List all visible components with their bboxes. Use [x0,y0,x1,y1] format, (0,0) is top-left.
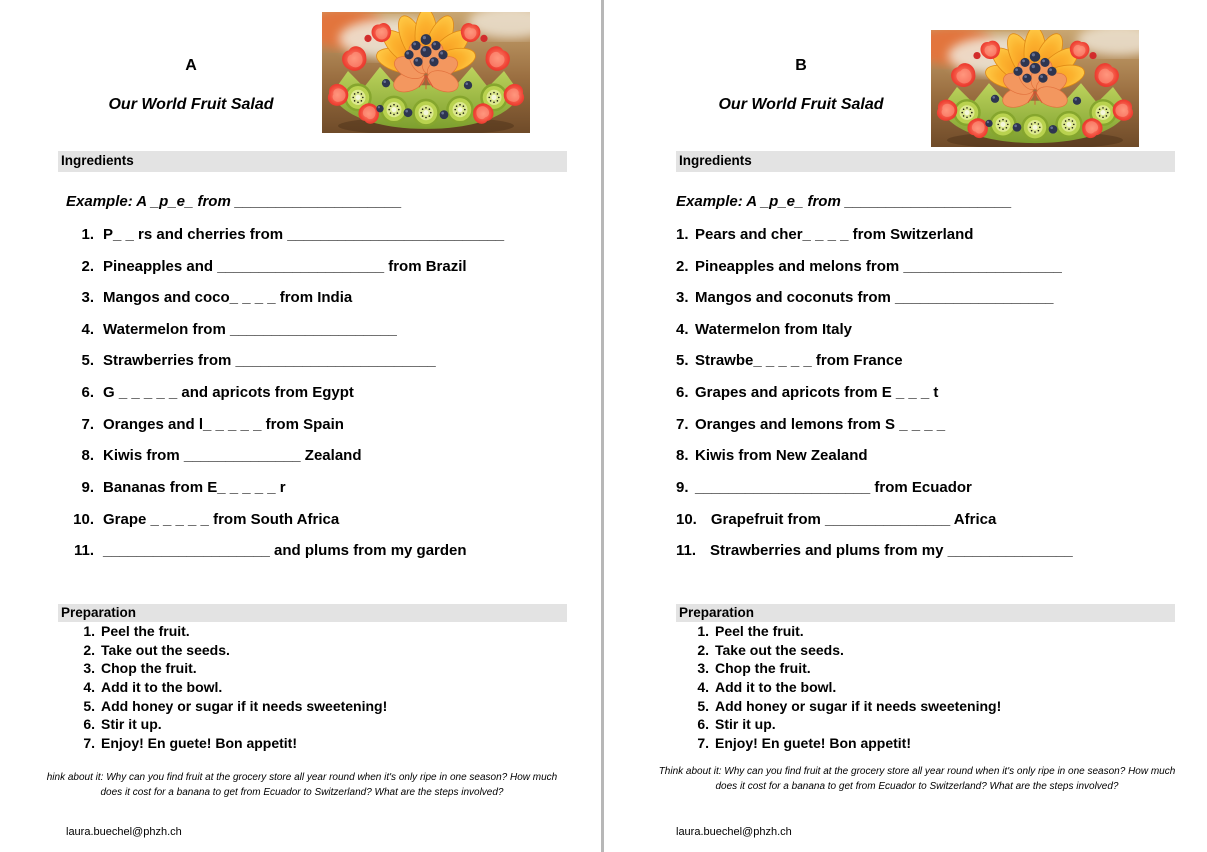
preparation-step [75,698,387,714]
worksheet-page-a [0,0,601,852]
item-number: 1. [81,226,94,243]
item-text: Grapes and apricots from E _ _ _ t [695,384,939,401]
ingredient-item [68,479,286,496]
ingredient-item [676,416,945,433]
page-a-version-label: A [185,57,197,74]
page-b-title: Our World Fruit Salad [718,96,884,113]
item-text: G _ _ _ _ _ and apricots from Egypt [103,384,354,401]
step-number: 6. [697,716,709,732]
ingredient-item [676,226,973,243]
step-number: 1. [697,623,709,639]
preparation-step [75,716,162,732]
ingredient-item [676,542,1073,559]
step-number: 2. [83,642,95,658]
preparation-step [75,660,197,676]
item-number: 11. [73,542,94,559]
item-number: 4. [81,321,94,338]
item-number: 2. [676,258,689,275]
worksheet-page-b [604,0,1207,852]
step-text: Stir it up. [101,716,162,732]
item-text: Oranges and l_ _ _ _ _ from Spain [103,416,344,433]
page-b-version-label: B [795,57,807,74]
step-number: 1. [83,623,95,639]
preparation-step [689,735,911,751]
item-number: 9. [81,479,94,496]
ingredient-item [68,542,467,559]
item-text: Strawberries from ________________________ [103,352,436,369]
preparation-step [75,623,190,639]
page-a-example-line: Example: A _p_e_ from ____________________ [66,193,402,210]
ingredient-item [676,258,1062,275]
preparation-step [689,660,811,676]
step-text: Add honey or sugar if it needs sweetening! [715,698,1002,714]
preparation-step [75,735,297,751]
item-number: 3. [81,289,94,306]
preparation-step [75,642,230,658]
item-number: 11. [676,542,697,559]
preparation-step [689,642,844,658]
item-text: Grapefruit from _______________ Africa [710,511,997,528]
step-text: Add it to the bowl. [715,679,837,695]
item-text: ____________________ and plums from my garden [103,542,467,559]
item-text: Bananas from E_ _ _ _ _ r [103,479,286,496]
item-text: Pineapples and melons from ___________________ [695,258,1062,275]
step-text: Stir it up. [715,716,776,732]
item-number: 8. [676,447,689,464]
ingredient-item [68,226,504,243]
item-number: 7. [676,416,689,433]
ingredient-item [68,511,339,528]
item-number: 9. [676,479,689,496]
step-number: 3. [83,660,95,676]
ingredient-item [676,289,1054,306]
step-text: Enjoy! En guete! Bon appetit! [101,735,297,751]
item-number: 7. [81,416,94,433]
ingredient-item [68,321,397,338]
step-text: Peel the fruit. [101,623,190,639]
step-number: 7. [83,735,95,751]
item-text: P_ _ rs and cherries from __________________________ [103,226,505,243]
fruit-salad-photo [322,12,530,133]
ingredient-item [68,258,467,275]
item-number: 8. [81,447,94,464]
step-number: 5. [83,698,95,714]
preparation-step [689,698,1001,714]
page-a-preparation-header: Preparation [58,604,567,622]
step-number: 4. [83,679,95,695]
item-text: Strawbe_ _ _ _ _ from France [695,352,903,369]
step-text: Add it to the bowl. [101,679,223,695]
step-number: 5. [697,698,709,714]
item-text: Mangos and coco_ _ _ _ from India [103,289,353,306]
item-text: Kiwis from ______________ Zealand [103,447,362,464]
step-text: Take out the seeds. [101,642,230,658]
step-text: Peel the fruit. [715,623,804,639]
ingredient-item [676,352,903,369]
page-a-title: Our World Fruit Salad [108,96,274,113]
step-number: 2. [697,642,709,658]
item-number: 6. [81,384,94,401]
item-text: Pears and cher_ _ _ _ from Switzerland [695,226,974,243]
page-a-ingredients-header: Ingredients [58,151,567,172]
step-text: Chop the fruit. [101,660,197,676]
item-number: 5. [676,352,689,369]
item-number: 3. [676,289,689,306]
step-text: Chop the fruit. [715,660,811,676]
page-b-author-email: laura.buechel@phzh.ch [676,826,792,838]
item-text: Pineapples and ____________________ from Brazil [103,258,467,275]
page-b-preparation-header: Preparation [676,604,1175,622]
page-a-think-about-it: hink about it: Why can you find fruit at the grocery store all year round when it's only ripe in one season? How much does it cost for a banana to get from Ecuador to Switzerland? What are the steps involved? [46,772,558,798]
preparation-step [75,679,222,695]
item-number: 2. [81,258,94,275]
item-number: 4. [676,321,689,338]
item-text: _____________________ from Ecuador [695,479,972,496]
preparation-step [689,716,776,732]
item-number: 1. [676,226,689,243]
ingredient-item [68,352,436,369]
ingredient-item [676,447,868,464]
item-number: 5. [81,352,94,369]
preparation-step [689,679,836,695]
item-text: Mangos and coconuts from ___________________ [695,289,1054,306]
item-text: Grape _ _ _ _ _ from South Africa [103,511,340,528]
item-text: Oranges and lemons from S _ _ _ _ [695,416,946,433]
item-number: 6. [676,384,689,401]
item-number: 10. [676,511,697,528]
ingredient-item [676,321,852,338]
step-number: 4. [697,679,709,695]
ingredient-item [68,416,344,433]
page-b-ingredients-header: Ingredients [676,151,1175,172]
page-a-author-email: laura.buechel@phzh.ch [66,826,182,838]
item-number: 10. [73,511,94,528]
item-text: Watermelon from Italy [695,321,852,338]
step-number: 6. [83,716,95,732]
item-text: Watermelon from ____________________ [103,321,397,338]
preparation-step [689,623,804,639]
ingredient-item [68,384,354,401]
step-text: Add honey or sugar if it needs sweetening! [101,698,388,714]
step-text: Enjoy! En guete! Bon appetit! [715,735,911,751]
item-text: Strawberries and plums from my _______________ [710,542,1073,559]
step-text: Take out the seeds. [715,642,844,658]
step-number: 3. [697,660,709,676]
ingredient-item [68,447,362,464]
page-b-think-about-it: Think about it: Why can you find fruit at the grocery store all year round when it's only ripe in one season? How much does it cost for a banana to get from Ecuador to Switzerland? What are the steps involved? [658,766,1176,792]
item-text: Kiwis from New Zealand [695,447,868,464]
ingredient-item [676,479,972,496]
page-b-example-line: Example: A _p_e_ from ____________________ [676,193,1012,210]
ingredient-item [676,384,938,401]
step-number: 7. [697,735,709,751]
ingredient-item [68,289,352,306]
fruit-salad-photo [931,30,1139,147]
ingredient-item [676,511,996,528]
